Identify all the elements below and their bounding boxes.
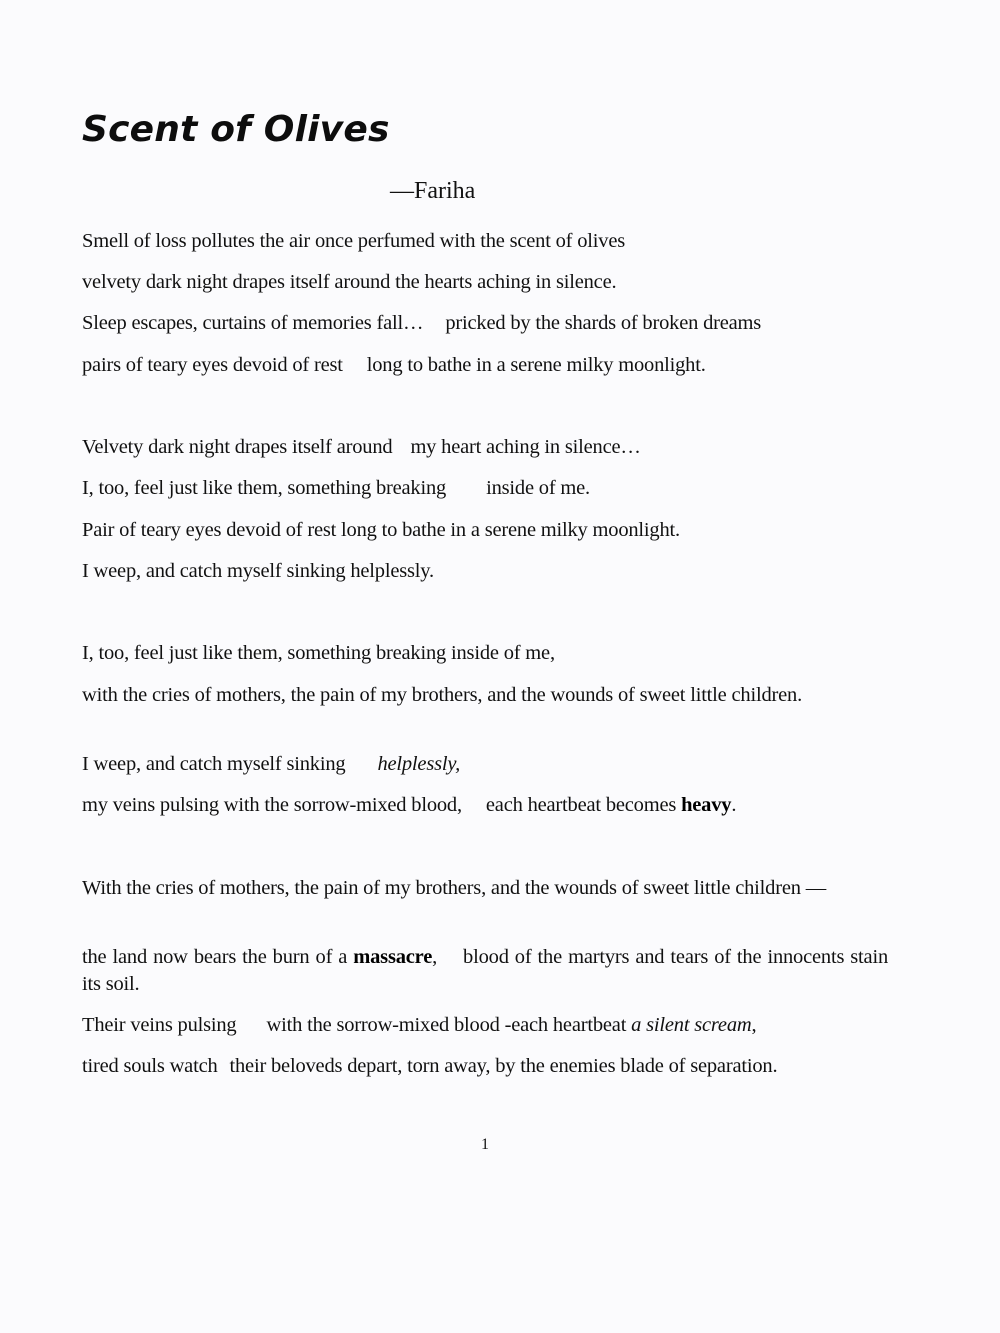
poem-line: my veins pulsing with the sorrow-mixed blood, each heartbeat becomes heavy. bbox=[82, 794, 737, 816]
poem-line: I, too, feel just like them, something breaking inside of me. bbox=[82, 477, 590, 499]
poem-author: —Fariha bbox=[390, 178, 476, 204]
poem-line: With the cries of mothers, the pain of my brothers, and the wounds of sweet little children — bbox=[82, 877, 827, 899]
poem-line: I, too, feel just like them, something breaking inside of me, bbox=[82, 642, 555, 664]
poem-line: Pair of teary eyes devoid of rest long to bathe in a serene milky moonlight. bbox=[82, 519, 680, 541]
poem-line: Their veins pulsing with the sorrow-mixed blood -each heartbeat a silent scream, bbox=[82, 1014, 757, 1036]
emphasis-italic: helplessly, bbox=[377, 753, 461, 775]
poem-line: tired souls watch their beloveds depart, torn away, by the enemies blade of separation. bbox=[82, 1055, 778, 1077]
poem-line: Smell of loss pollutes the air once perfumed with the scent of olives bbox=[82, 230, 625, 252]
emphasis-bold: massacre bbox=[353, 946, 433, 968]
page-number: 1 bbox=[481, 1136, 489, 1153]
poem-line: with the cries of mothers, the pain of my brothers, and the wounds of sweet little children. bbox=[82, 684, 802, 706]
emphasis-bold: heavy bbox=[681, 794, 732, 816]
poem-line: velvety dark night drapes itself around the hearts aching in silence. bbox=[82, 271, 617, 293]
poem-line: I weep, and catch myself sinking helplessly, bbox=[82, 753, 461, 775]
emphasis-italic: a silent scream bbox=[631, 1014, 752, 1036]
poem-line: pairs of teary eyes devoid of rest long to bathe in a serene milky moonlight. bbox=[82, 354, 706, 376]
poem-line: I weep, and catch myself sinking helplessly. bbox=[82, 560, 434, 582]
poem-title: Scent of Olives bbox=[82, 109, 390, 150]
poem-line: Sleep escapes, curtains of memories fall… pricked by the shards of broken dreams bbox=[82, 312, 762, 334]
poem-line: Velvety dark night drapes itself around my heart aching in silence… bbox=[82, 436, 641, 458]
poem-line: the land now bears the burn of a massacre, blood of the martyrs and tears of the innocents stain its soil. bbox=[82, 946, 889, 995]
